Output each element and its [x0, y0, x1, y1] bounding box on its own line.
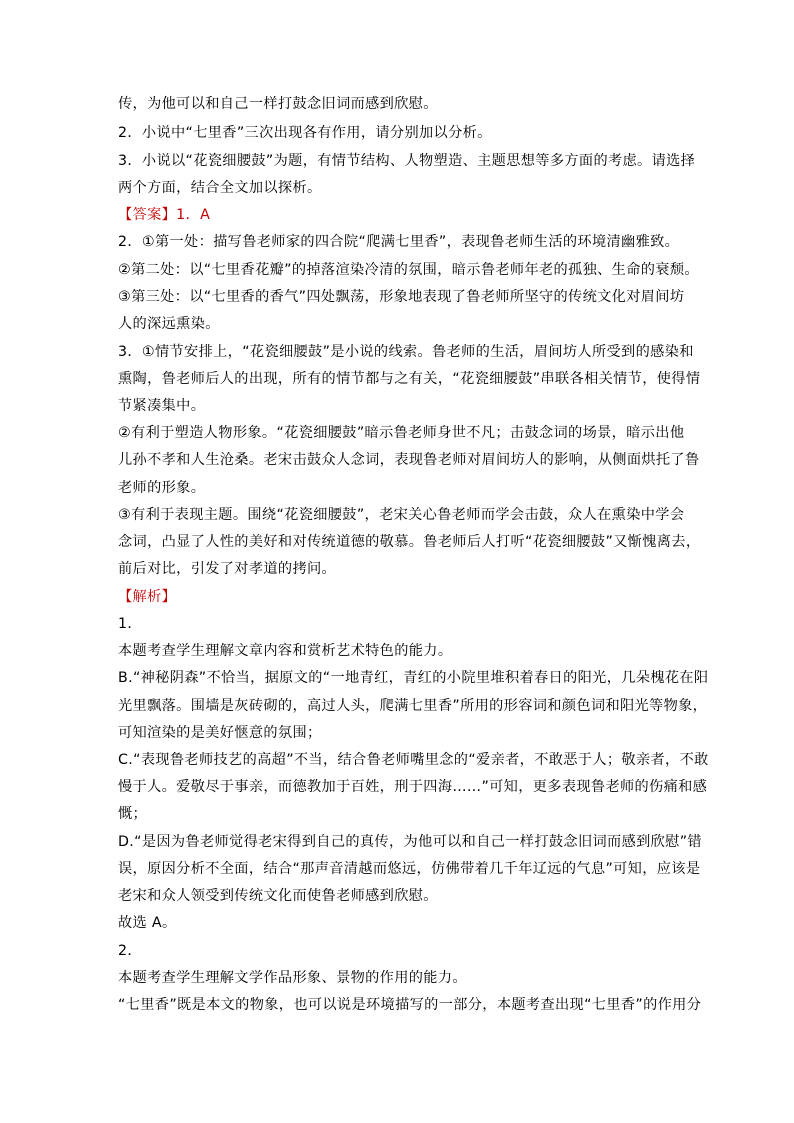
analysis-1-b-line-3: 可知渲染的是美好惬意的氛围；	[118, 725, 322, 741]
answer-2-part-2: ②第二处：以“七里香花瓣”的掉落渲染冷清的氛围，暗示鲁老师年老的孤独、生命的衰颓。	[118, 262, 699, 278]
question-3-line-1: 3．小说以“花瓷细腰鼓”为题，有情节结构、人物塑造、主题思想等多方面的考虑。请选择	[118, 153, 696, 169]
answer-2-part-3-line-1: ③第三处：以“七里香的香气”四处飘荡，形象地表现了鲁老师所坚守的传统文化对眉间坊	[118, 289, 685, 305]
analysis-1-c-line-2: 慢于人。爱敬尽于事亲，而德教加于百姓，刑于四海……”可知，更多表现鲁老师的伤痛和感	[118, 779, 708, 795]
answer-3-part-3-line-1: ③有利于表现主题。围绕“花瓷细腰鼓”，老宋关心鲁老师而学会击鼓，众人在熏染中学会	[118, 507, 685, 523]
analysis-2-intro: 本题考查学生理解文学作品形象、景物的作用的能力。	[118, 970, 467, 986]
answer-3-part-1-line-1: 3．①情节安排上，“花瓷细腰鼓”是小说的线索。鲁老师的生活，眉间坊人所受到的感染和	[118, 344, 694, 360]
analysis-heading	[118, 588, 176, 606]
analysis-2-body-line-1: “七里香”既是本文的物象，也可以说是环境描写的一部分，本题考查出现“七里香”的作用分	[118, 997, 702, 1013]
analysis-1-conclusion: 故选 A。	[118, 915, 177, 931]
answer-heading	[118, 206, 210, 224]
analysis-1-number: 1．	[118, 616, 142, 632]
question-1-tail: 传，为他可以和自己一样打鼓念旧词而感到欣慰。	[118, 96, 438, 112]
answer-3-part-1-line-2: 熏陶，鲁老师后人的出现，所有的情节都与之有关，“花瓷细腰鼓”串联各相关情节，使得情	[118, 371, 701, 387]
answer-3-part-3-line-2: 念词，凸显了人性的美好和对传统道德的敬慕。鲁老师后人打听“花瓷细腰鼓”又惭愧离去，	[118, 534, 701, 550]
analysis-1-c-line-1: C.“表现鲁老师技艺的高超”不当，结合鲁老师嘴里念的“爱亲者，不敢恶于人；敬亲者，不敢	[118, 752, 709, 768]
answer-2-part-3-line-2: 人的深远熏染。	[118, 316, 220, 332]
answer-1: 1．A	[176, 207, 211, 223]
answer-3-part-1-line-3: 节紧凑集中。	[118, 398, 206, 414]
analysis-1-b-line-1: B.“神秘阴森”不恰当，据原文的“一地青红，青红的小院里堆积着春日的阳光，几朵槐花在阳	[118, 670, 709, 686]
answer-3-part-3-line-3: 前后对比，引发了对孝道的拷问。	[118, 561, 337, 577]
answer-3-part-2-line-2: 儿孙不孝和人生沧桑。老宋击鼓众人念词，表现鲁老师对眉间坊人的影响，从侧面烘托了鲁	[118, 452, 700, 468]
analysis-1-d-line-2: 误，原因分析不全面，结合“那声音清越而悠远，仿佛带着几千年辽远的气息”可知，应该是	[118, 861, 701, 877]
analysis-1-intro: 本题考查学生理解文章内容和赏析艺术特色的能力。	[118, 643, 453, 659]
analysis-1-d-line-1: D.“是因为鲁老师觉得老宋得到自己的真传，为他可以和自己一样打鼓念旧词而感到欣慰”错	[118, 834, 702, 850]
analysis-1-d-line-3: 老宋和众人领受到传统文化而使鲁老师感到欣慰。	[118, 888, 438, 904]
analysis-1-c-line-3: 慨；	[118, 806, 148, 822]
analysis-1-b-line-2: 光里飘落。围墙是灰砖砌的，高过人头，爬满七里香”所用的形容词和颜色词和阳光等物象，	[118, 698, 708, 714]
answer-label: 【答案】	[118, 207, 177, 223]
analysis-label: 【解析】	[118, 589, 177, 605]
question-3-line-2: 两个方面，结合全文加以探析。	[118, 180, 322, 196]
answer-2-part-1: 2．①第一处：描写鲁老师家的四合院“爬满七里香”，表现鲁老师生活的环境清幽雅致。	[118, 234, 680, 250]
analysis-2-number: 2．	[118, 943, 142, 959]
question-2: 2．小说中“七里香”三次出现各有作用，请分别加以分析。	[118, 125, 492, 141]
answer-3-part-2-line-3: 老师的形象。	[118, 480, 206, 496]
answer-3-part-2-line-1: ②有利于塑造人物形象。“花瓷细腰鼓”暗示鲁老师身世不凡；击鼓念词的场景，暗示出他	[118, 425, 685, 441]
